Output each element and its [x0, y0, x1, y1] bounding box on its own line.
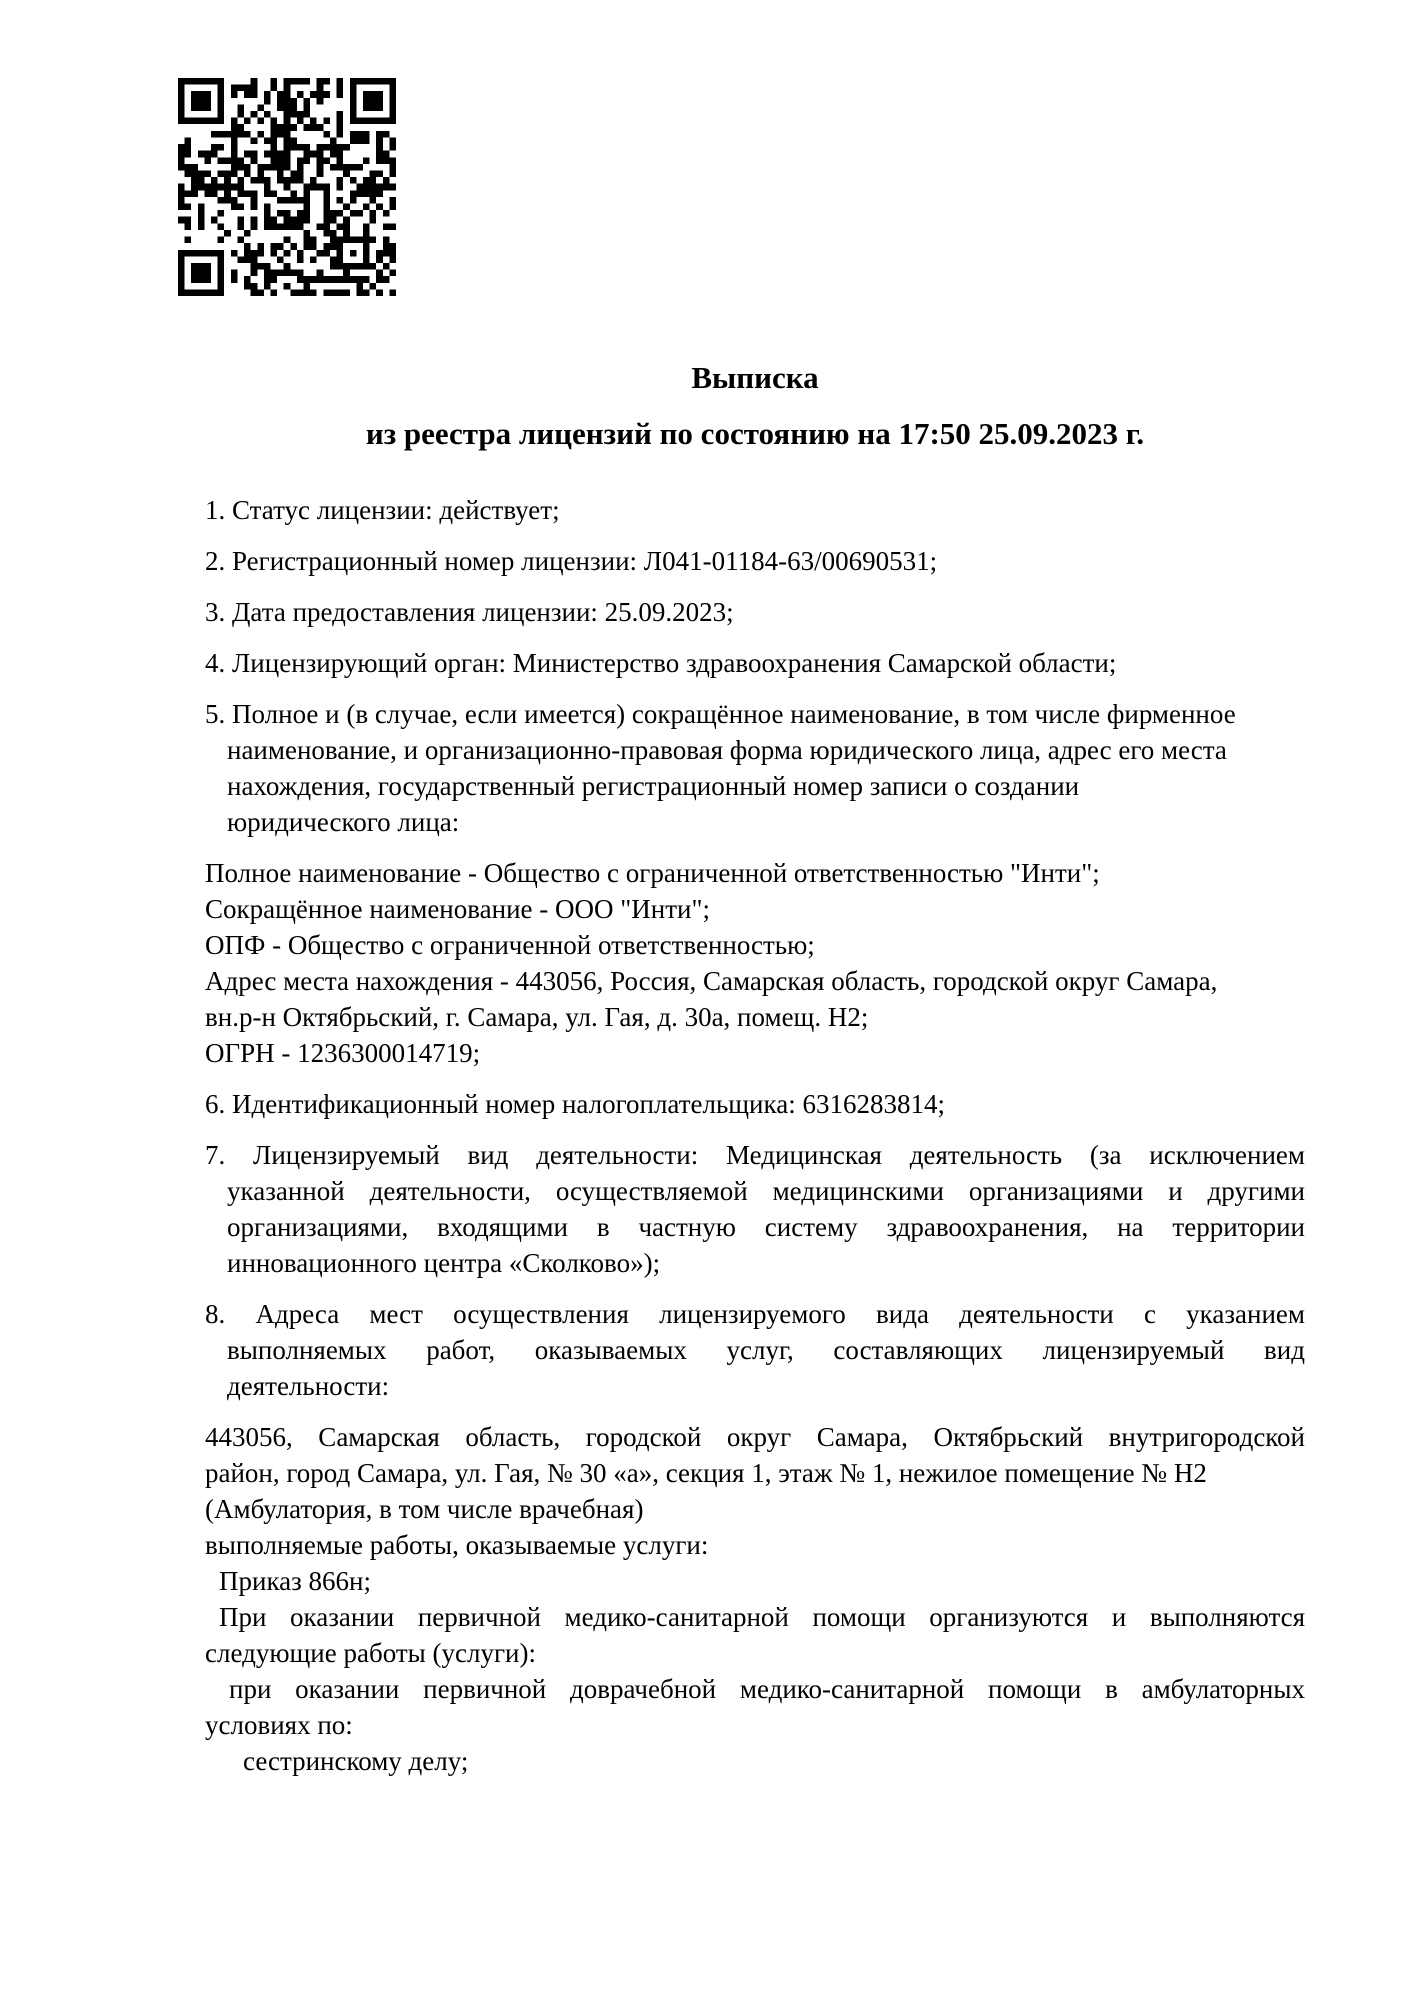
item-number: 1.	[205, 495, 232, 525]
item-number: 6.	[205, 1089, 232, 1119]
paragraph	[205, 1419, 1305, 1779]
text-line: ОПФ - Общество с ограниченной ответственностью;	[205, 930, 815, 960]
item-number: 3.	[205, 597, 232, 627]
text-line: выполняемые работы, оказываемые услуги:	[205, 1530, 709, 1560]
text-line: При оказании первичной медико-санитарной помощи организуются и выполняются	[219, 1602, 1305, 1632]
text-line: ОГРН - 1236300014719;	[205, 1038, 481, 1068]
item-number: 2.	[205, 546, 232, 576]
text-line: Адрес места нахождения - 443056, Россия, Самарская область, городской округ Самара,	[205, 966, 1218, 996]
text-line: 7. Лицензируемый вид деятельности: Медицинская деятельность (за исключением	[205, 1140, 1305, 1170]
text-line: 5. Полное и (в случае, если имеется) сокращённое наименование, в том числе фирменное	[205, 699, 1236, 729]
text-line: инновационного центра «Сколково»);	[227, 1248, 661, 1278]
numbered-item	[205, 1137, 1305, 1281]
item-number: 4.	[205, 648, 232, 678]
text-line: Приказ 866н;	[219, 1566, 372, 1596]
item-number: 5.	[205, 699, 232, 729]
item-number: 7.	[205, 1140, 254, 1170]
text-line: условиях по:	[205, 1710, 353, 1740]
text-line: Полное наименование - Общество с ограниченной ответственностью "Инти";	[205, 858, 1100, 888]
text-line: деятельности:	[227, 1371, 390, 1401]
text-line: 2. Регистрационный номер лицензии: Л041-01184-63/00690531;	[205, 546, 938, 576]
numbered-item	[205, 1296, 1305, 1404]
text-line: 1. Статус лицензии: действует;	[205, 495, 560, 525]
text-line: 4. Лицензирующий орган: Министерство здравоохранения Самарской области;	[205, 648, 1117, 678]
document-title: Выписка	[691, 360, 819, 395]
numbered-item	[205, 1086, 1305, 1122]
text-line: вн.р-н Октябрьский, г. Самара, ул. Гая, д. 30а, помещ. Н2;	[205, 1002, 869, 1032]
item-number: 8.	[205, 1299, 256, 1329]
document-content	[205, 0, 1305, 1779]
document-subtitle: из реестра лицензий по состоянию на 17:50 25.09.2023 г.	[365, 416, 1145, 451]
text-line: выполняемых работ, оказываемых услуг, составляющих лицензируемый вид	[227, 1335, 1305, 1365]
text-line: при оказании первичной доврачебной медико-санитарной помощи в амбулаторных	[229, 1674, 1305, 1704]
text-line: 443056, Самарская область, городской округ Самара, Октябрьский внутригородской	[205, 1422, 1305, 1452]
text-line: 6. Идентификационный номер налогоплательщика: 6316283814;	[205, 1089, 945, 1119]
text-line: следующие работы (услуги):	[205, 1638, 536, 1668]
numbered-item	[205, 492, 1305, 528]
numbered-item	[205, 594, 1305, 630]
document-body	[205, 492, 1305, 1779]
text-line: указанной деятельности, осуществляемой медицинскими организациями и другими	[227, 1176, 1305, 1206]
text-line: организациями, входящими в частную систему здравоохранения, на территории	[227, 1212, 1305, 1242]
text-line: юридического лица:	[227, 807, 460, 837]
paragraph	[205, 855, 1305, 1071]
text-line: 3. Дата предоставления лицензии: 25.09.2023;	[205, 597, 734, 627]
numbered-item	[205, 645, 1305, 681]
numbered-item	[205, 696, 1305, 840]
text-line: нахождения, государственный регистрационный номер записи о создании	[227, 771, 1080, 801]
numbered-item	[205, 543, 1305, 579]
text-line: район, город Самара, ул. Гая, № 30 «а», секция 1, этаж № 1, нежилое помещение № Н2	[205, 1458, 1207, 1488]
text-line: сестринскому делу;	[243, 1746, 469, 1776]
text-line: 8. Адреса мест осуществления лицензируемого вида деятельности с указанием	[205, 1299, 1305, 1329]
text-line: (Амбулатория, в том числе врачебная)	[205, 1494, 644, 1524]
text-line: Сокращённое наименование - ООО "Инти";	[205, 894, 710, 924]
text-line: наименование, и организационно-правовая форма юридического лица, адрес его места	[227, 735, 1227, 765]
